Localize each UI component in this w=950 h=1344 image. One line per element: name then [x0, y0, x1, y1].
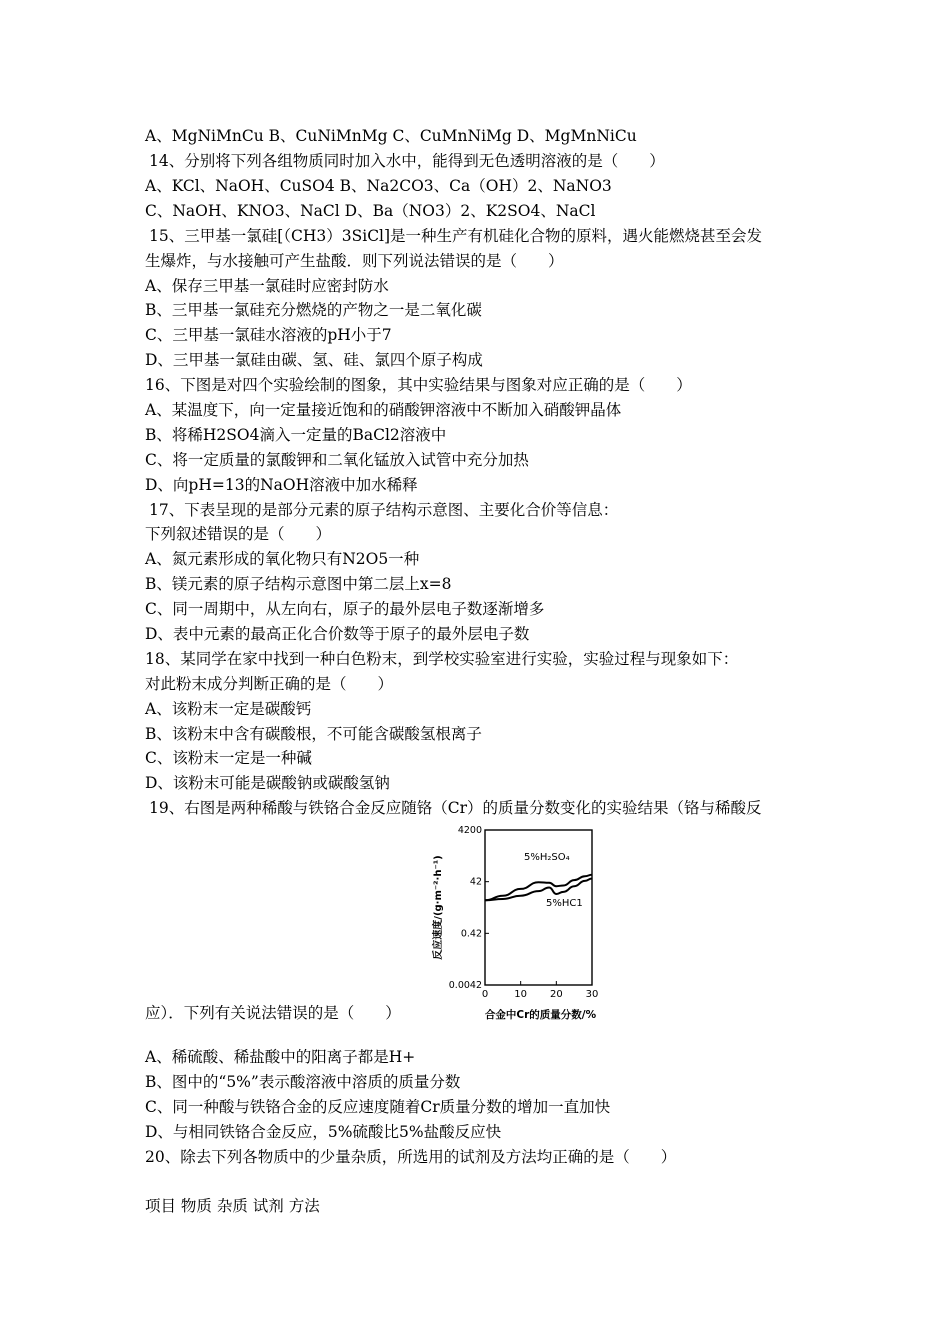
text-line: 应）．下列有关说法错误的是（ ） [145, 1004, 401, 1022]
series-line-h2so4 [485, 875, 592, 901]
x-tick-label: 10 [514, 989, 528, 1000]
text-line: A、该粉末一定是碳酸钙 [145, 700, 312, 718]
text-line: C、三甲基一氯硅水溶液的pH小于7 [145, 326, 392, 344]
text-line: D、该粉末可能是碳酸钠或碳酸氢钠 [145, 774, 390, 792]
text-line: B、镁元素的原子结构示意图中第二层上x=8 [145, 575, 452, 593]
text-line: D、与相同铁铬合金反应，5%硫酸比5%盐酸反应快 [145, 1123, 502, 1141]
text-line: A、KCl、NaOH、CuSO4 B、Na2CO3、Ca（OH）2、NaNO3 [145, 177, 612, 195]
question-18: 18、某同学在家中找到一种白色粉末，到学校实验室进行实验，实验过程与现象如下： [145, 650, 739, 668]
y-tick-label: 0.42 [460, 928, 482, 940]
text-line: A、稀硫酸、稀盐酸中的阳离子都是H+ [145, 1048, 416, 1066]
text-line: C、NaOH、KNO3、NaCl D、Ba（NO3）2、K2SO4、NaCl [145, 202, 596, 220]
text-line: C、同一种酸与铁铬合金的反应速度随着Cr质量分数的增加一直加快 [145, 1098, 611, 1116]
y-tick-label: 0.0042 [448, 980, 482, 991]
reaction-rate-chart [420, 822, 625, 1027]
x-tick-label: 30 [585, 989, 599, 1000]
text-line: B、该粉末中含有碳酸根，不可能含碳酸氢根离子 [145, 725, 482, 743]
text-line: B、三甲基一氯硅充分燃烧的产物之一是二氧化碳 [145, 301, 482, 319]
question-19: 19、右图是两种稀酸与铁铬合金反应随铬（Cr）的质量分数变化的实验结果（铬与稀酸反 [149, 799, 762, 817]
text-line: 生爆炸，与水接触可产生盐酸．则下列说法错误的是（ ） [145, 252, 564, 270]
text-line: A、保存三甲基一氯硅时应密封防水 [145, 277, 389, 295]
text-line: A、某温度下，向一定量接近饱和的硝酸钾溶液中不断加入硝酸钾晶体 [145, 401, 622, 419]
series-label: 5%HC1 [546, 898, 583, 909]
series-label: 5%H₂SO₄ [524, 852, 570, 863]
text-line: 对此粉末成分判断正确的是（ ） [145, 675, 394, 693]
text-line: A、氮元素形成的氧化物只有N2O5一种 [145, 550, 420, 568]
text-line: 下列叙述错误的是（ ） [145, 525, 332, 543]
x-axis-label: 合金中Cr的质量分数/% [484, 1009, 597, 1021]
question-17: 17、下表呈现的是部分元素的原子结构示意图、主要化合价等信息： [149, 501, 619, 519]
question-15: 15、三甲基一氯硅[（CH3）3SiCl]是一种生产有机硅化合物的原料，遇火能燃烧甚至会发 [149, 227, 763, 245]
text-line: D、表中元素的最高正化合价数等于原子的最外层电子数 [145, 625, 530, 643]
text-line: D、三甲基一氯硅由碳、氢、硅、氯四个原子构成 [145, 351, 483, 369]
text-line: D、向pH=13的NaOH溶液中加水稀释 [145, 476, 418, 494]
text-line: B、图中的“5%”表示酸溶液中溶质的质量分数 [145, 1073, 461, 1091]
y-axis-label: 反应速度/(g·m⁻²·h⁻¹) [433, 855, 444, 960]
text-line: B、将稀H2SO4滴入一定量的BaCl2溶液中 [145, 426, 447, 444]
y-tick-label: 4200 [457, 825, 482, 836]
text-line: C、将一定质量的氯酸钾和二氧化锰放入试管中充分加热 [145, 451, 529, 469]
x-tick-label: 0 [481, 989, 489, 1000]
x-tick-label: 20 [549, 989, 563, 1000]
text-line: A、MgNiMnCu B、CuNiMnMg C、CuMnNiMg D、MgMnNiCu [145, 127, 637, 145]
text-line: C、该粉末一定是一种碱 [145, 749, 312, 767]
question-16: 16、下图是对四个实验绘制的图象，其中实验结果与图象对应正确的是（ ） [145, 376, 692, 394]
table-header-text: 项目 物质 杂质 试剂 方法 [145, 1197, 320, 1215]
y-tick-label: 42 [469, 876, 482, 888]
question-20: 20、除去下列各物质中的少量杂质，所选用的试剂及方法均正确的是（ ） [145, 1148, 677, 1166]
text-line: C、同一周期中，从左向右，原子的最外层电子数逐渐增多 [145, 600, 545, 618]
question-14: 14、分别将下列各组物质同时加入水中，能得到无色透明溶液的是（ ） [149, 152, 665, 170]
